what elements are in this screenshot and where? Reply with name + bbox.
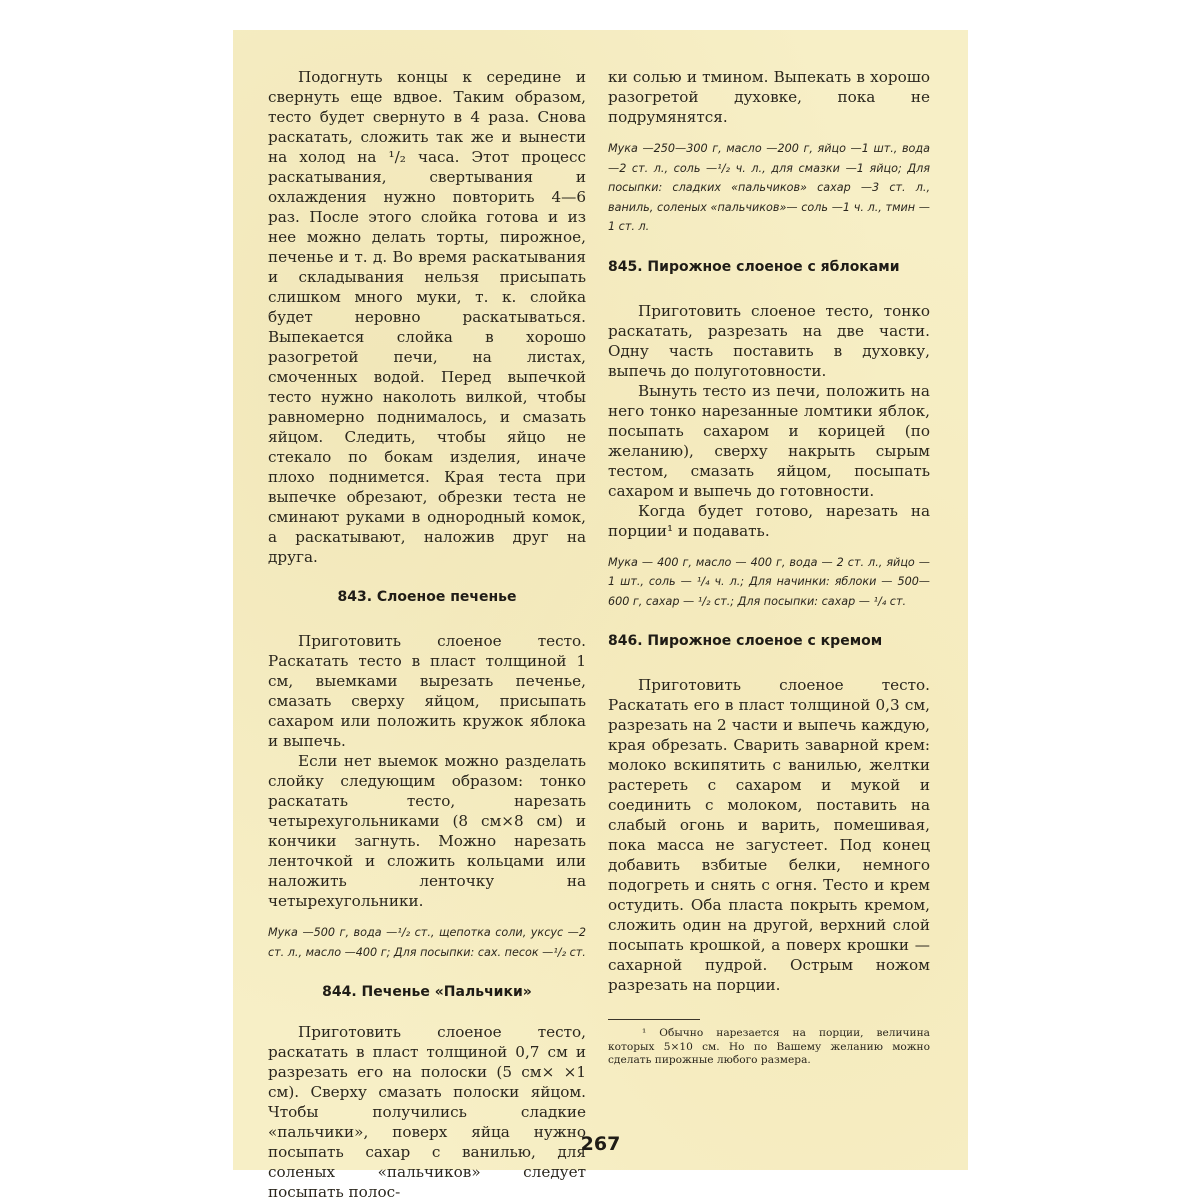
recipe-845-paragraph-1: Приготовить слоеное тесто, тонко раскатать, разрезать на две части. Одну часть поставить в духовку, выпечь до полуготовности. [608, 301, 930, 380]
left-column [268, 67, 586, 1202]
recipe-843-paragraph-1: Приготовить слоеное тесто. Раскатать тесто в пласт толщиной 1 см, выемками вырезать печенье, смазать сверху яйцом, присыпать сахаром или положить кружок яблока и выпечь. [268, 632, 586, 750]
recipe-843-paragraph-2: Если нет выемок можно разделать слойку следующим образом: тонко раскатать тесто, нарезать четырехугольниками (8 см×8 см) и кончики загнуть. Можно нарезать ленточкой и сложить кольцами или наложить ленточку на четырехугольники. [268, 752, 586, 910]
book-page [233, 30, 968, 1201]
recipe-844-ingredients: Мука —250—300 г, масло —200 г, яйцо —1 шт., вода —2 ст. л., соль —¹/₂ ч. л., для смазки —1 яйцо; Для посыпки: сладких «пальчиков» сахар —3 ст. л., ваниль, соленых «пальчиков»— соль —1 ч. л., тмин —1 ст. л. [608, 142, 930, 233]
right-column [608, 67, 930, 1068]
recipe-843-ingredients: Мука —500 г, вода —¹/₂ ст., щепотка соли, уксус —2 ст. л., масло —400 г; Для посыпки: сах. песок —¹/₂ ст. [268, 926, 586, 959]
recipe-845-paragraph-3: Когда будет готово, нарезать на порции¹ и подавать. [608, 501, 930, 540]
footnote: ¹ Обычно нарезается на порции, величина которых 5×10 см. Но по Вашему желанию можно сделать пирожные любого размера. [608, 1027, 930, 1066]
recipe-843-title: 843. Слоеное печенье [337, 589, 517, 605]
recipe-844-continuation: ки солью и тмином. Выпекать в хорошо разогретой духовке, пока не подрумянятся. [608, 68, 930, 126]
recipe-846-title: 846. Пирожное слоеное с кремом [608, 633, 883, 649]
recipe-845-ingredients: Мука — 400 г, масло — 400 г, вода — 2 ст. л., яйцо — 1 шт., соль — ¹/₄ ч. л.; Для начинки: яблоки — 500—600 г, сахар — ¹/₂ ст.; Для посыпки: сахар — ¹/₄ ст. [608, 555, 930, 608]
page-number: 267 [580, 1133, 621, 1155]
recipe-845-title: 845. Пирожное слоеное с яблоками [608, 258, 900, 275]
recipe-845-paragraph-2: Вынуть тесто из печи, положить на него тонко нарезанные ломтики яблок, посыпать сахаром и корицей (по желанию), сверху накрыть сырым тестом, смазать яйцом, посыпать сахаром и выпечь до готовности. [608, 381, 930, 500]
intro-paragraph: Подогнуть концы к середине и свернуть еще вдвое. Таким образом, тесто будет свернуто в 4 раза. Снова раскатать, сложить так же и вынести на холод на ¹/₂ часа. Этот процесс раскатывания, свертывания и охлаждения нужно повторить 4—6 раз. После этого слойка готова и из нее можно делать торты, пирожное, печенье и т. д. Во время раскатывания и складывания нельзя присыпать слишком много муки, т. к. слойка будет неровно раскатываться. Выпекается слойка в хорошо разогретой печи, на листах, смоченных водой. Перед выпечкой тесто нужно наколоть вилкой, чтобы равномерно поднималось, и смазать яйцом. Следить, чтобы яйцо не стекало по бокам изделия, иначе плохо поднимется. Края теста при выпечке обрезают, обрезки теста не сминают руками в однородный комок, а раскатывают, наложив друг на друга. [268, 68, 586, 566]
recipe-846-paragraph-1: Приготовить слоеное тесто. Раскатать его в пласт толщиной 0,3 см, разрезать на 2 части и выпечь каждую, края обрезать. Сварить заварной крем: молоко вскипятить с ванилью, желтки растереть с сахаром и мукой и соединить с молоком, поставить на слабый огонь и варить, помешивая, пока масса не загустеет. Под конец добавить взбитые белки, немного подогреть и снять с огня. Тесто и крем остудить. Оба пласта покрыть кремом, сложить один на другой, верхний слой посыпать крошкой, а поверх крошки — сахарной пудрой. Острым ножом разрезать на порции. [608, 676, 930, 994]
footnote-divider [608, 1019, 700, 1020]
recipe-844-paragraph-1: Приготовить слоеное тесто, раскатать в пласт толщиной 0,7 см и разрезать его на полоски (5 см× ×1 см). Сверху смазать полоски яйцом. Чтобы получились сладкие «пальчики», поверх яйца нужно посыпать сахар с ванилью, для соленых «пальчиков» следует посыпать полос- [268, 1023, 586, 1201]
recipe-844-title: 844. Печенье «Пальчики» [322, 984, 532, 1000]
